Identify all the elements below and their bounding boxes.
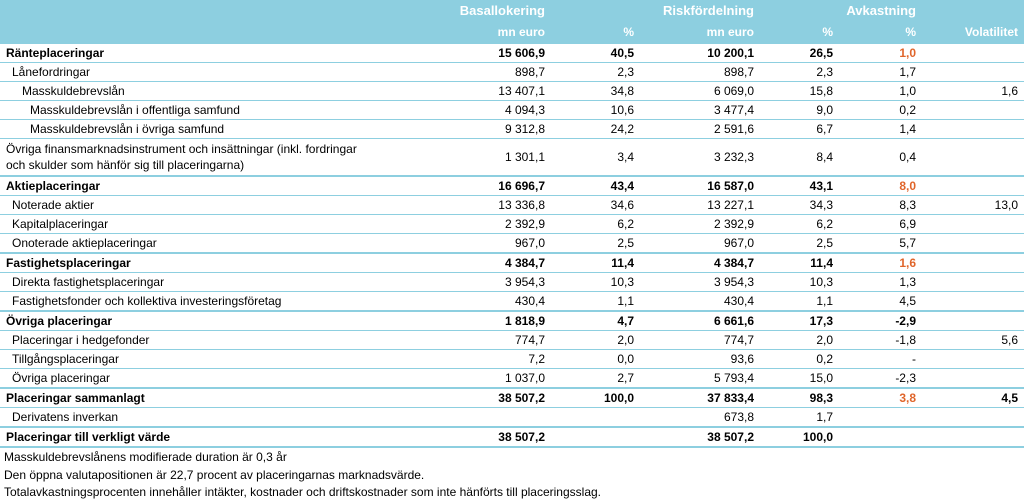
row-value: 6,2 bbox=[760, 215, 839, 234]
row-value: 10,3 bbox=[760, 273, 839, 292]
row-value: 0,0 bbox=[551, 350, 640, 369]
row-value: 11,4 bbox=[551, 253, 640, 273]
row-value: 13 227,1 bbox=[640, 196, 760, 215]
row-value: 2,3 bbox=[760, 63, 839, 82]
row-value: 4,5 bbox=[839, 292, 922, 312]
row-value: 8,3 bbox=[839, 196, 922, 215]
table-header bbox=[0, 0, 1024, 43]
row-value bbox=[922, 273, 1024, 292]
row-value: 2,0 bbox=[760, 331, 839, 350]
row-value bbox=[922, 176, 1024, 196]
row-label: Noterade aktier bbox=[0, 196, 384, 215]
header-riskfordelning: Riskfördelning bbox=[640, 0, 760, 21]
table-row bbox=[0, 139, 1024, 177]
table-row bbox=[0, 215, 1024, 234]
row-label: Fastighetsplaceringar bbox=[0, 253, 384, 273]
table-row bbox=[0, 369, 1024, 389]
row-value: 34,8 bbox=[551, 82, 640, 101]
row-value: 6 661,6 bbox=[640, 311, 760, 331]
header-basallokering: Basallokering bbox=[384, 0, 551, 21]
row-value: -1,8 bbox=[839, 331, 922, 350]
row-value: 93,6 bbox=[640, 350, 760, 369]
table-row bbox=[0, 388, 1024, 408]
row-value bbox=[551, 427, 640, 447]
header-volatilitet: Volatilitet bbox=[922, 21, 1024, 43]
header-mn-euro: mn euro bbox=[640, 21, 760, 43]
row-value: 34,6 bbox=[551, 196, 640, 215]
header-avkastning: Avkastning bbox=[839, 0, 922, 21]
row-value: 6,9 bbox=[839, 215, 922, 234]
row-label: Onoterade aktieplaceringar bbox=[0, 234, 384, 254]
table-row bbox=[0, 234, 1024, 254]
header-row-1 bbox=[0, 0, 1024, 21]
row-value: 37 833,4 bbox=[640, 388, 760, 408]
row-value: 1,0 bbox=[839, 82, 922, 101]
row-value bbox=[922, 311, 1024, 331]
row-value: 43,4 bbox=[551, 176, 640, 196]
row-value bbox=[839, 408, 922, 428]
header-cell bbox=[760, 0, 839, 21]
row-value bbox=[922, 234, 1024, 254]
row-value bbox=[922, 139, 1024, 177]
row-value: 1 037,0 bbox=[384, 369, 551, 389]
row-value: 15,0 bbox=[760, 369, 839, 389]
table-row bbox=[0, 311, 1024, 331]
row-value bbox=[922, 101, 1024, 120]
header-mn-euro: mn euro bbox=[384, 21, 551, 43]
header-cell bbox=[922, 0, 1024, 21]
header-row-2 bbox=[0, 21, 1024, 43]
row-value: 5,7 bbox=[839, 234, 922, 254]
row-value: 6,2 bbox=[551, 215, 640, 234]
table-row bbox=[0, 120, 1024, 139]
row-value bbox=[922, 427, 1024, 447]
row-value: - bbox=[839, 350, 922, 369]
row-label: Placeringar sammanlagt bbox=[0, 388, 384, 408]
row-value: 38 507,2 bbox=[384, 388, 551, 408]
row-value: 3,8 bbox=[839, 388, 922, 408]
row-label: Övriga placeringar bbox=[0, 369, 384, 389]
table-row bbox=[0, 331, 1024, 350]
row-value: 10 200,1 bbox=[640, 43, 760, 63]
row-value: 6 069,0 bbox=[640, 82, 760, 101]
row-value bbox=[384, 408, 551, 428]
row-value: 43,1 bbox=[760, 176, 839, 196]
row-value: 16 696,7 bbox=[384, 176, 551, 196]
header-percent: % bbox=[760, 21, 839, 43]
row-value: 1,1 bbox=[551, 292, 640, 312]
header-cell bbox=[0, 21, 384, 43]
row-value: 38 507,2 bbox=[640, 427, 760, 447]
row-value: 1,6 bbox=[839, 253, 922, 273]
row-value bbox=[922, 408, 1024, 428]
table-row bbox=[0, 273, 1024, 292]
row-value: 6,7 bbox=[760, 120, 839, 139]
row-value: 2,5 bbox=[760, 234, 839, 254]
row-value bbox=[922, 120, 1024, 139]
row-label: Fastighetsfonder och kollektiva investeringsföretag bbox=[0, 292, 384, 312]
row-value: 4,5 bbox=[922, 388, 1024, 408]
row-value: 1,6 bbox=[922, 82, 1024, 101]
row-value: -2,9 bbox=[839, 311, 922, 331]
row-value: 38 507,2 bbox=[384, 427, 551, 447]
row-label: Masskuldebrevslån i övriga samfund bbox=[0, 120, 384, 139]
row-value: 3 232,3 bbox=[640, 139, 760, 177]
row-label: Ränteplaceringar bbox=[0, 43, 384, 63]
header-percent: % bbox=[839, 21, 922, 43]
row-value bbox=[922, 63, 1024, 82]
table-row bbox=[0, 350, 1024, 369]
row-value: 430,4 bbox=[640, 292, 760, 312]
row-label: Kapitalplaceringar bbox=[0, 215, 384, 234]
row-value: 26,5 bbox=[760, 43, 839, 63]
row-value: 2,0 bbox=[551, 331, 640, 350]
row-value: 8,0 bbox=[839, 176, 922, 196]
row-value: 0,2 bbox=[839, 101, 922, 120]
row-value: 774,7 bbox=[640, 331, 760, 350]
row-value: 430,4 bbox=[384, 292, 551, 312]
row-value: 40,5 bbox=[551, 43, 640, 63]
row-value: 5,6 bbox=[922, 331, 1024, 350]
row-value: 3 954,3 bbox=[384, 273, 551, 292]
row-label: Övriga finansmarknadsinstrument och insättningar (inkl. fordringar och skulder som hänför sig till placeringarna) bbox=[0, 139, 384, 177]
row-value: 4 384,7 bbox=[384, 253, 551, 273]
row-value: 1 301,1 bbox=[384, 139, 551, 177]
row-value bbox=[922, 253, 1024, 273]
table-row bbox=[0, 43, 1024, 63]
row-value: -2,3 bbox=[839, 369, 922, 389]
row-value: 1,0 bbox=[839, 43, 922, 63]
row-value bbox=[922, 43, 1024, 63]
row-value: 1,3 bbox=[839, 273, 922, 292]
row-value: 2 591,6 bbox=[640, 120, 760, 139]
row-value: 0,4 bbox=[839, 139, 922, 177]
row-value: 2 392,9 bbox=[384, 215, 551, 234]
row-value: 967,0 bbox=[640, 234, 760, 254]
row-value: 673,8 bbox=[640, 408, 760, 428]
row-value: 3 954,3 bbox=[640, 273, 760, 292]
row-value: 1,1 bbox=[760, 292, 839, 312]
table-row bbox=[0, 408, 1024, 428]
row-label: Placeringar till verkligt värde bbox=[0, 427, 384, 447]
row-value: 11,4 bbox=[760, 253, 839, 273]
table-row bbox=[0, 292, 1024, 312]
row-value: 24,2 bbox=[551, 120, 640, 139]
row-value: 1,4 bbox=[839, 120, 922, 139]
row-value: 4 384,7 bbox=[640, 253, 760, 273]
row-value: 1,7 bbox=[839, 63, 922, 82]
table-row bbox=[0, 196, 1024, 215]
row-label: Tillgångsplaceringar bbox=[0, 350, 384, 369]
row-value: 2 392,9 bbox=[640, 215, 760, 234]
row-value: 34,3 bbox=[760, 196, 839, 215]
row-value: 898,7 bbox=[640, 63, 760, 82]
row-value: 15,8 bbox=[760, 82, 839, 101]
row-value: 4,7 bbox=[551, 311, 640, 331]
header-cell bbox=[551, 0, 640, 21]
row-value: 13,0 bbox=[922, 196, 1024, 215]
row-value: 7,2 bbox=[384, 350, 551, 369]
row-value bbox=[839, 427, 922, 447]
table-row bbox=[0, 253, 1024, 273]
row-value: 9 312,8 bbox=[384, 120, 551, 139]
row-value: 2,7 bbox=[551, 369, 640, 389]
row-label: Aktieplaceringar bbox=[0, 176, 384, 196]
row-value: 13 407,1 bbox=[384, 82, 551, 101]
row-value: 8,4 bbox=[760, 139, 839, 177]
row-value: 1 818,9 bbox=[384, 311, 551, 331]
row-label: Placeringar i hedgefonder bbox=[0, 331, 384, 350]
row-value: 4 094,3 bbox=[384, 101, 551, 120]
row-value: 16 587,0 bbox=[640, 176, 760, 196]
table-row bbox=[0, 82, 1024, 101]
row-value: 17,3 bbox=[760, 311, 839, 331]
row-value bbox=[922, 215, 1024, 234]
row-value bbox=[551, 408, 640, 428]
row-value bbox=[922, 292, 1024, 312]
row-value: 2,5 bbox=[551, 234, 640, 254]
row-value bbox=[922, 350, 1024, 369]
row-value: 10,3 bbox=[551, 273, 640, 292]
row-label: Direkta fastighetsplaceringar bbox=[0, 273, 384, 292]
footnote: Totalavkastningsprocenten innehåller intäkter, kostnader och driftskostnader som inte hänförts till placeringsslag. bbox=[4, 485, 601, 499]
table-body bbox=[0, 43, 1024, 447]
row-value: 13 336,8 bbox=[384, 196, 551, 215]
header-percent: % bbox=[551, 21, 640, 43]
table-row bbox=[0, 63, 1024, 82]
row-value: 5 793,4 bbox=[640, 369, 760, 389]
row-value: 967,0 bbox=[384, 234, 551, 254]
table-row bbox=[0, 101, 1024, 120]
row-label: Masskuldebrevslån bbox=[0, 82, 384, 101]
row-value: 98,3 bbox=[760, 388, 839, 408]
row-label: Lånefordringar bbox=[0, 63, 384, 82]
row-value: 0,2 bbox=[760, 350, 839, 369]
row-value: 9,0 bbox=[760, 101, 839, 120]
row-label: Masskuldebrevslån i offentliga samfund bbox=[0, 101, 384, 120]
table-row bbox=[0, 427, 1024, 447]
row-value: 3 477,4 bbox=[640, 101, 760, 120]
row-label: Derivatens inverkan bbox=[0, 408, 384, 428]
row-value: 10,6 bbox=[551, 101, 640, 120]
row-value: 3,4 bbox=[551, 139, 640, 177]
footnote: Masskuldebrevslånens modifierade duration är 0,3 år bbox=[4, 450, 287, 464]
row-value: 774,7 bbox=[384, 331, 551, 350]
header-cell bbox=[0, 0, 384, 21]
row-value: 15 606,9 bbox=[384, 43, 551, 63]
footnotes bbox=[0, 449, 1024, 502]
row-label: Övriga placeringar bbox=[0, 311, 384, 331]
row-value bbox=[922, 369, 1024, 389]
row-value: 2,3 bbox=[551, 63, 640, 82]
row-value: 100,0 bbox=[760, 427, 839, 447]
row-value: 1,7 bbox=[760, 408, 839, 428]
row-value: 100,0 bbox=[551, 388, 640, 408]
row-value: 898,7 bbox=[384, 63, 551, 82]
footnote: Den öppna valutapositionen är 22,7 procent av placeringarnas marknadsvärde. bbox=[4, 467, 425, 482]
table-row bbox=[0, 176, 1024, 196]
